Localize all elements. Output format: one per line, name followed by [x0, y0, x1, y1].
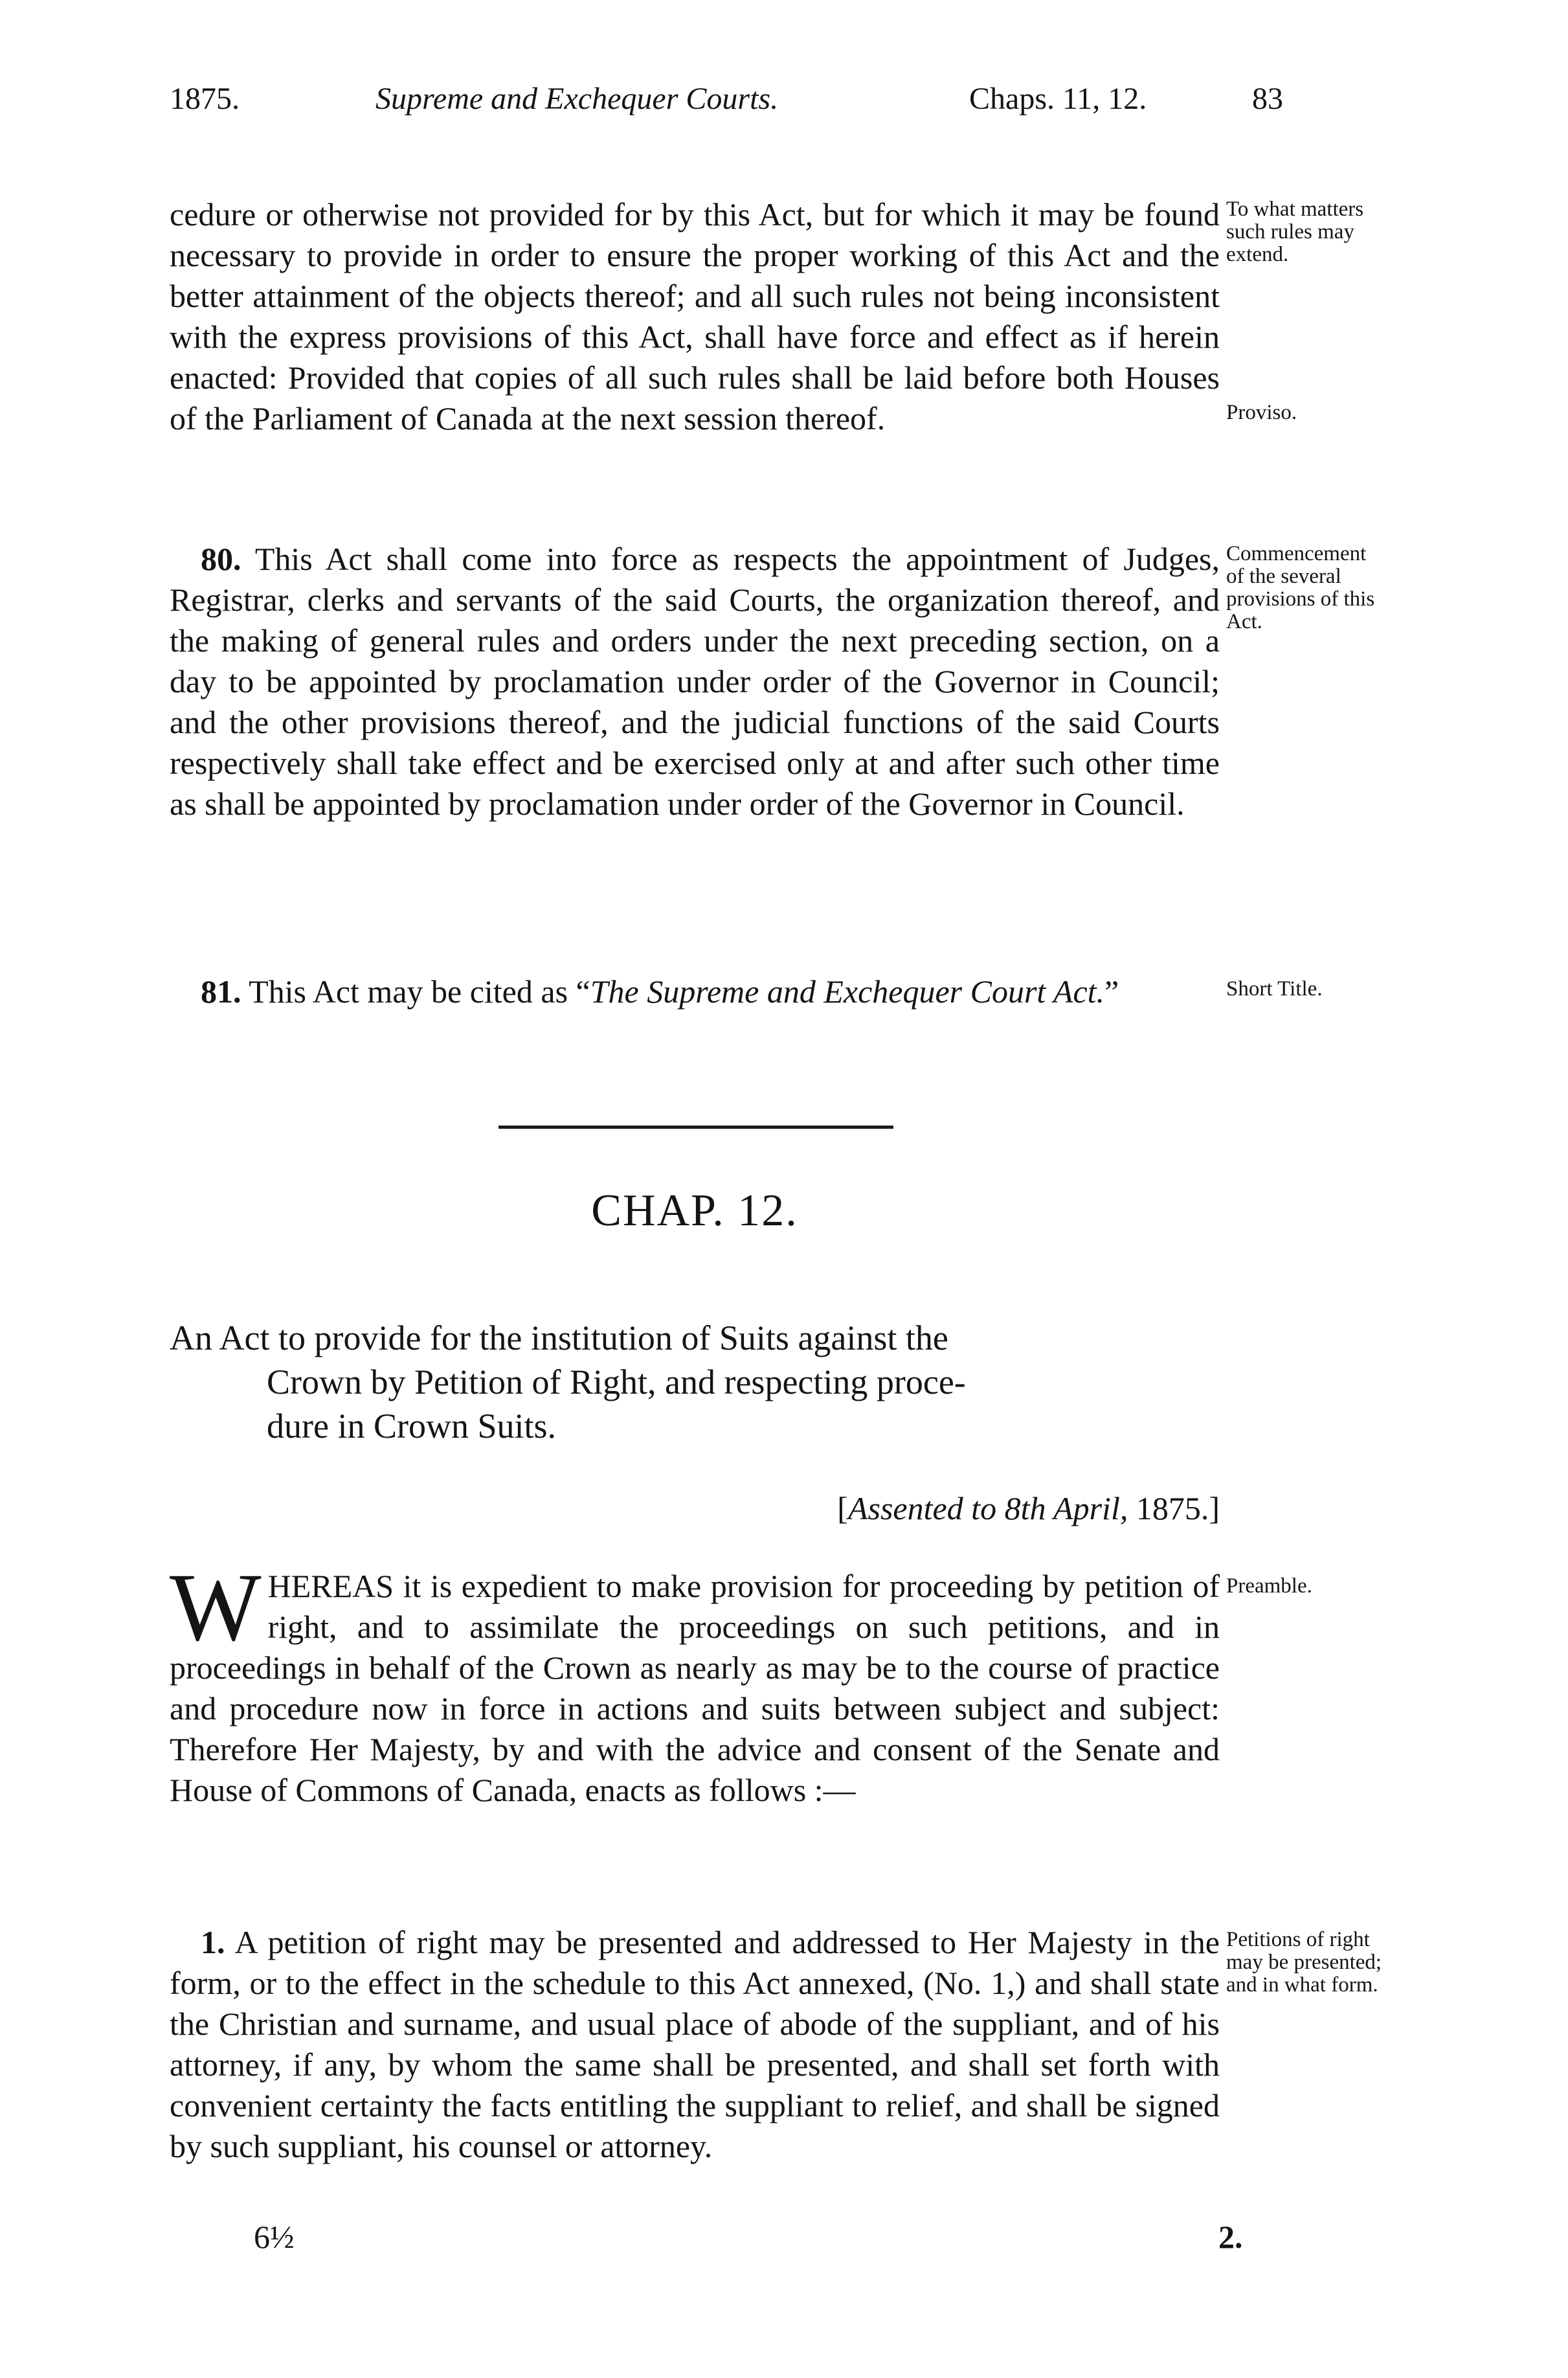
section-79-text: cedure or otherwise not provided for by this Act, but for which it may be found necessary to provide in order to ensure the proper working of this Act and the better attainment of the objects thereof; and all such rules not being inconsistent with the express provisions of this Act, shall have force and effect as if herein enacted: Provided that copies of all such rules shall be laid before both Houses of the Parliament of Canada at the next session thereof. — [170, 196, 1220, 436]
act-title-line-1: An Act to provide for the institution of Suits against the — [170, 1319, 948, 1357]
section-divider-rule — [498, 1126, 893, 1129]
signature-mark: 6½ — [254, 2219, 295, 2255]
section-81-short-title: The Supreme and Exchequer Court Act. — [590, 973, 1105, 1010]
running-header — [170, 76, 1283, 122]
catchword: 2. — [1218, 2219, 1243, 2255]
margin-note-commencement: Commencement of the several provisions of this Act. — [1226, 542, 1375, 633]
assent-year: 1875. — [1136, 1490, 1209, 1526]
margin-note-preamble: Preamble. — [1226, 1574, 1312, 1598]
section-79-continuation — [170, 194, 1220, 439]
section-81 — [170, 971, 1220, 1012]
preamble-dropcap: W — [170, 1554, 262, 1661]
page-footer — [170, 2218, 1243, 2263]
section-81-text: This Act may be cited as “ — [249, 973, 590, 1010]
section-80-number: 80. — [201, 541, 241, 577]
header-year: 1875. — [170, 82, 240, 116]
preamble — [170, 1554, 1220, 1811]
header-title: Supreme and Exchequer Courts. — [375, 82, 779, 116]
section-81-close-quote: ” — [1104, 973, 1119, 1010]
preamble-text: HEREAS it is expedient to make provision for proceeding by petition of right, and to assimilate the proceedings on such petitions, and in proceedings in behalf of the Crown as nearly as may be to the course of practice and procedure now in force in actions and suits between subject and subject: Therefore Her Majesty, by and with the advice and consent of the Senate and House of Commons of Canada, enacts as follows :— — [170, 1568, 1220, 1808]
margin-note-proviso: Proviso. — [1226, 401, 1297, 424]
section-80 — [170, 539, 1220, 824]
margin-note-rules-extend: To what matters such rules may extend. — [1226, 198, 1364, 266]
section-1-number: 1. — [201, 1924, 225, 1960]
header-chapters: Chaps. 11, 12. — [969, 82, 1147, 116]
act-title-line-3: dure in Crown Suits. — [267, 1407, 557, 1445]
section-80-text: This Act shall come into force as respects the appointment of Judges, Registrar, clerks and servants of the said Courts, the organization thereof, and the making of general rules and orders under the next preceding section, on a day to be appointed by proclamation under order of the Governor in Council; and the other provisions thereof, and the judicial functions of the said Courts respectively shall take effect and be exercised only at and after such other time as shall be appointed by proclamation under order of the Governor in Council. — [170, 541, 1220, 822]
page-number: 83 — [1252, 82, 1283, 116]
margin-note-short-title: Short Title. — [1226, 977, 1323, 1001]
chapter-heading: CHAP. 12. — [591, 1186, 798, 1236]
assent-text: Assented to 8th April, — [847, 1490, 1128, 1526]
section-81-number: 81. — [201, 973, 241, 1010]
section-1-text: A petition of right may be presented and addressed to Her Majesty in the form, or to the effect in the schedule to this Act annexed, (No. 1,) and shall state the Christian and surname, and usual place of abode of the suppliant, and of his attorney, if any, by whom the same shall be presented, and shall set forth with convenient certainty the facts entitling the suppliant to relief, and shall be signed by such suppliant, his counsel or attorney. — [170, 1924, 1220, 2164]
assent-date: [Assented to 8th April, 1875.] — [837, 1490, 1220, 1526]
act-title-line-2: Crown by Petition of Right, and respecting proce- — [267, 1363, 966, 1401]
margin-note-petitions: Petitions of right may be presented; and in what form. — [1226, 1928, 1382, 1997]
section-1 — [170, 1922, 1220, 2167]
act-title — [170, 1316, 1220, 1448]
